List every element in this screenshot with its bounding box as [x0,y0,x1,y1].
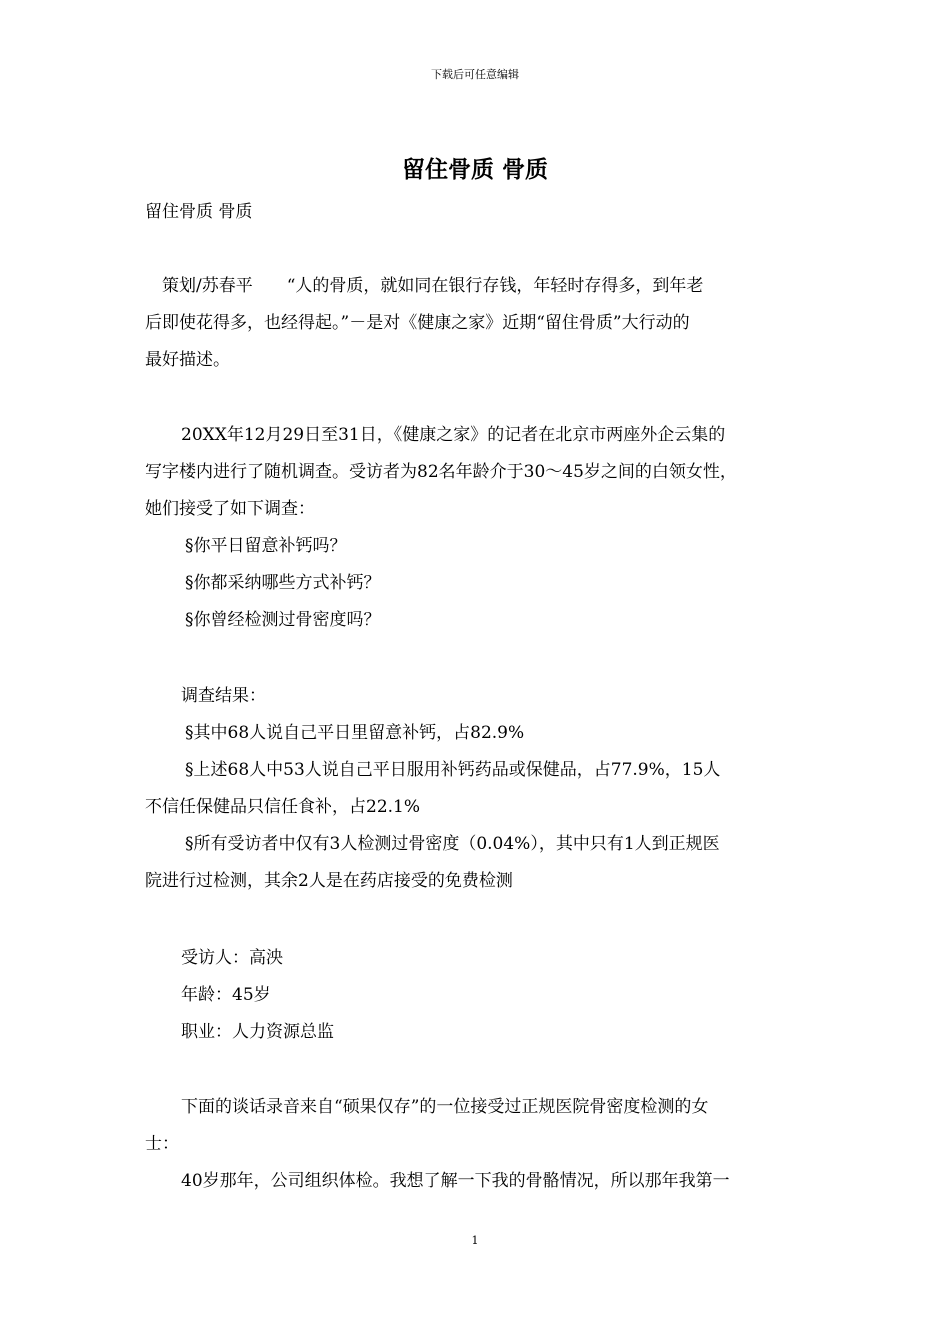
results-paragraph [145,678,810,900]
survey-line-1: 20XX年12月29日至31日，《健康之家》的记者在北京市两座外企云集的 [181,425,726,445]
results-item-1: §其中68人说自己平日里留意补钙，占82.9% [185,723,525,743]
intro-line-1: 策划/苏春平 “人的骨质，就如同在银行存钱，年轻时存得多，到年老 [145,276,704,296]
intro-paragraph [145,268,810,379]
interviewee-info [145,940,810,1051]
interviewee-name: 受访人：高泱 [181,948,283,968]
results-item-2-cont: 不信任保健品只信任食补，占22.1% [145,797,421,817]
results-item-3-cont: 院进行过检测，其余2人是在药店接受的免费检测 [145,871,513,891]
survey-paragraph [145,417,810,639]
survey-line-2: 写字楼内进行了随机调查。受访者为82名年龄介于30～45岁之间的白领女性， [145,462,737,482]
results-item-3: §所有受访者中仅有3人检测过骨密度（0.04%），其中只有1人到正规医 [185,834,720,854]
subtitle-line: 留住骨质 骨质 [145,202,253,222]
transcript-line-1: 下面的谈话录音来自“硕果仅存”的一位接受过正规医院骨密度检测的女 [181,1097,709,1117]
page-header: 下载后可任意编辑 [431,68,519,81]
intro-line-2: 后即使花得多，也经得起。”－是对《健康之家》近期“留住骨质”大行动的 [145,313,690,333]
subtitle-paragraph [145,194,810,231]
results-item-2: §上述68人中53人说自己平日服用补钙药品或保健品，占77.9%，15人 [185,760,721,780]
results-heading: 调查结果： [181,686,266,706]
transcript-paragraph [145,1089,810,1200]
intro-line-3: 最好描述。 [145,350,230,370]
page-number: 1 [471,1234,479,1247]
interviewee-age: 年龄：45岁 [181,985,271,1005]
survey-question-2: §你都采纳哪些方式补钙？ [185,573,381,593]
interviewee-job: 职业：人力资源总监 [181,1022,334,1042]
transcript-line-2: 士： [145,1134,179,1154]
survey-question-1: §你平日留意补钙吗？ [185,536,347,556]
survey-question-3: §你曾经检测过骨密度吗？ [185,610,381,630]
transcript-line-3: 40岁那年，公司组织体检。我想了解一下我的骨骼情况，所以那年我第一 [181,1171,730,1191]
document-title: 留住骨质 骨质 [401,156,548,183]
survey-line-3: 她们接受了如下调查： [145,499,315,519]
